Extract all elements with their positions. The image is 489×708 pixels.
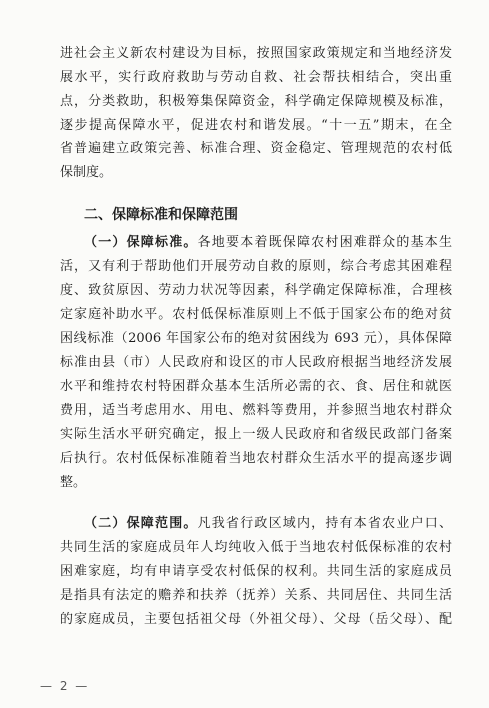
text-line: 省普遍建立政策完善、标准合理、资金稳定、管理规范的农村低 — [60, 141, 452, 156]
text-line: 共同生活的家庭成员年人均纯收入低于当地农村低保标准的农村 — [60, 540, 452, 555]
text-line: 整。 — [60, 475, 87, 490]
text-line: 标准由县（市）人民政府和设区的市人民政府根据当地经济发展 — [60, 355, 452, 370]
text-line: 实际生活水平研究确定，报上一级人民政府和省级民政部门备案 — [60, 427, 452, 442]
text-line: 困线标准（2006 年国家公布的绝对贫困线为 693 元），具体保障 — [60, 331, 452, 346]
subsection-label: （一）保障标准。 — [84, 235, 198, 250]
text-line: 点，分类救助，积极筹集保障资金，科学确定保障规模及标准， — [60, 94, 452, 109]
text-line: 的家庭成员，主要包括祖父母（外祖父母）、父母（岳父母）、配 — [60, 612, 452, 627]
text-span: 各地要本着既保障农村困难群众的基本生 — [197, 235, 452, 250]
section-heading: 二、保障标准和保障范围 — [84, 207, 238, 223]
text-line: 定家庭补助水平。农村低保标准原则上不低于国家公布的绝对贫 — [60, 307, 452, 322]
text-line: 度、致贫原因、劳动力状况等因素，科学确定保障标准，合理核 — [60, 283, 452, 298]
text-line: 是指具有法定的赡养和扶养（抚养）关系、共同居住、共同生活 — [60, 588, 452, 603]
text-line: 困难家庭，均有申请享受农村低保的权利。共同生活的家庭成员 — [60, 564, 452, 579]
text-line: 逐步提高保障水平，促进农村和谐发展。“十一五”期末，在全 — [60, 118, 452, 133]
page-number: — 2 — — [40, 679, 90, 693]
text-line: 费用，适当考虑用水、用电、燃料等费用，并参照当地农村群众 — [60, 403, 452, 418]
text-line: 后执行。农村低保标准随着当地农村群众生活水平的提高逐步调 — [60, 451, 452, 466]
text-line — [84, 233, 452, 253]
text-line — [84, 514, 452, 534]
text-line: 活，又有利于帮助他们开展劳动自救的原则，综合考虑其困难程 — [60, 259, 452, 274]
text-line: 水平和维持农村特困群众基本生活所必需的衣、食、居住和就医 — [60, 379, 452, 394]
text-line: 进社会主义新农村建设为目标，按照国家政策规定和当地经济发 — [60, 46, 452, 61]
text-line: 展水平，实行政府救助与劳动自救、社会帮扶相结合，突出重 — [60, 70, 452, 85]
subsection-label: （二）保障范围。 — [84, 516, 198, 531]
text-line: 保制度。 — [60, 165, 113, 180]
text-span: 凡我省行政区域内，持有本省农业户口、 — [197, 516, 452, 531]
